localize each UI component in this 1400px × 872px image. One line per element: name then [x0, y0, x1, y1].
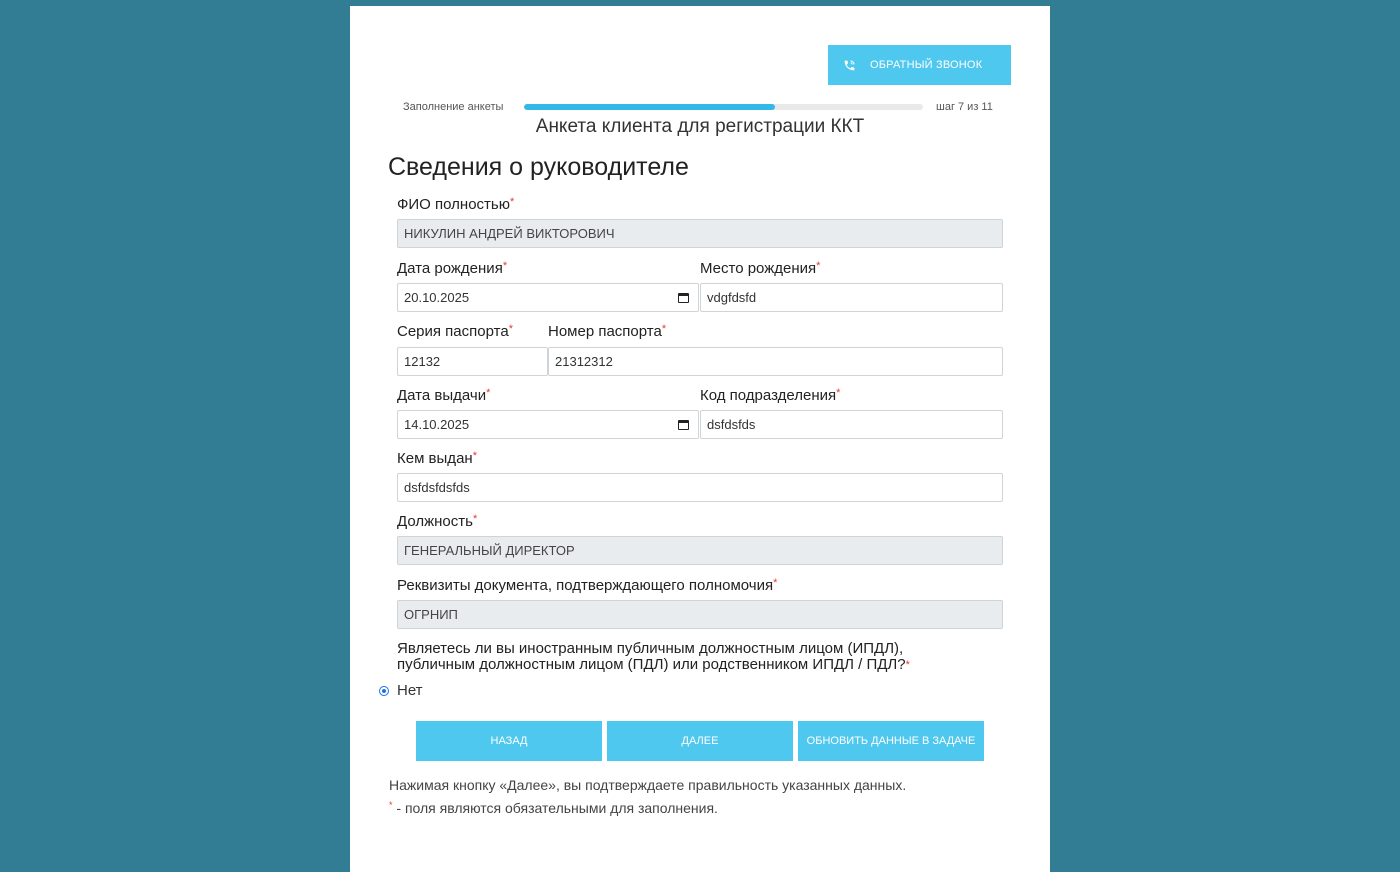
authority-doc-field[interactable]: ОГРНИП [397, 600, 1003, 629]
calendar-icon[interactable] [678, 420, 689, 430]
pdl-question-line2: публичным должностным лицом (ПДЛ) или родственником ИПДЛ / ПДЛ?* [397, 656, 910, 673]
division-code-label: Код подразделения* [700, 387, 841, 404]
required-mark: * [508, 323, 513, 335]
pdl-option-no[interactable] [379, 682, 423, 699]
fio-field[interactable]: НИКУЛИН АНДРЕЙ ВИКТОРОВИЧ [397, 219, 1003, 248]
callback-button[interactable] [828, 45, 1011, 85]
fio-label: ФИО полностью* [397, 196, 515, 213]
birth-place-field[interactable]: vdgfdsfd [700, 283, 1003, 312]
position-label: Должность* [397, 513, 478, 530]
birth-date-label: Дата рождения* [397, 260, 508, 277]
pdl-question-line1: Являетесь ли вы иностранным публичным должностным лицом (ИПДЛ), [397, 640, 904, 657]
issue-date-label: Дата выдачи* [397, 387, 491, 404]
required-mark: * [816, 260, 821, 272]
required-mark: * [773, 577, 778, 589]
pdl-option-no-label: Нет [397, 682, 423, 699]
required-mark: * [661, 323, 667, 335]
passport-series-field[interactable]: 12132 [397, 347, 548, 376]
issued-by-label: Кем выдан* [397, 450, 477, 467]
birth-place-label: Место рождения* [700, 260, 821, 277]
required-mark: * [389, 800, 393, 810]
required-note: * - поля являются обязательными для заполнения. [389, 800, 718, 816]
progress-bar-fill [524, 104, 775, 110]
required-mark: * [486, 387, 491, 399]
issued-by-field[interactable]: dsfdsfdsfds [397, 473, 1003, 502]
required-mark: * [836, 387, 841, 399]
position-field[interactable]: ГЕНЕРАЛЬНЫЙ ДИРЕКТОР [397, 536, 1003, 565]
issue-date-field[interactable]: 14.10.2025 [397, 410, 699, 439]
phone-icon [842, 58, 856, 72]
division-code-field[interactable]: dsfdsfds [700, 410, 1003, 439]
update-task-button[interactable]: ОБНОВИТЬ ДАННЫЕ В ЗАДАЧЕ [798, 721, 984, 761]
progress-bar [524, 104, 923, 110]
required-mark: * [472, 450, 477, 462]
passport-number-field[interactable]: 21312312 [548, 347, 1003, 376]
confirm-note: Нажимая кнопку «Далее», вы подтверждаете правильность указанных данных. [389, 777, 907, 793]
calendar-icon[interactable] [678, 293, 689, 303]
callback-button-label: ОБРАТНЫЙ ЗВОНОК [870, 59, 983, 71]
back-button[interactable]: НАЗАД [416, 721, 602, 761]
birth-date-field[interactable]: 20.10.2025 [397, 283, 699, 312]
form-card [350, 6, 1050, 872]
passport-series-label: Серия паспорта* [397, 323, 513, 340]
pdl-question-label [397, 641, 910, 673]
required-mark: * [905, 659, 910, 671]
required-mark: * [472, 513, 478, 525]
authority-doc-label: Реквизиты документа, подтверждающего полномочия* [397, 577, 778, 594]
required-mark: * [509, 196, 515, 208]
section-title: Сведения о руководителе [388, 153, 689, 181]
passport-number-label: Номер паспорта* [548, 323, 667, 340]
progress-step: шаг 7 из 11 [936, 101, 993, 113]
radio-button-selected[interactable] [379, 686, 389, 696]
form-title: Анкета клиента для регистрации ККТ [535, 116, 865, 137]
required-mark: * [502, 260, 508, 272]
progress-label: Заполнение анкеты [403, 101, 504, 113]
next-button[interactable]: ДАЛЕЕ [607, 721, 793, 761]
